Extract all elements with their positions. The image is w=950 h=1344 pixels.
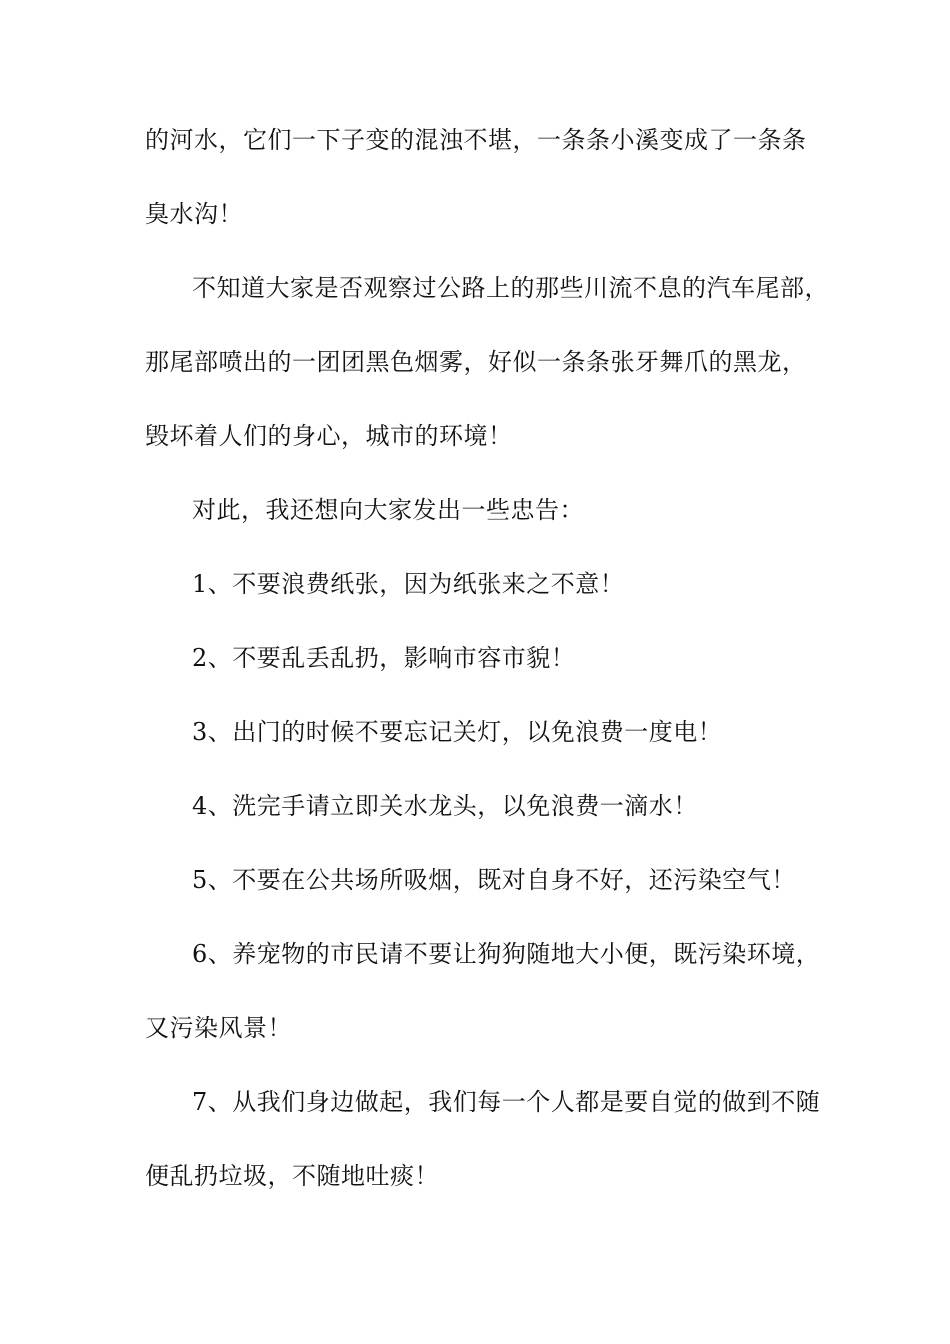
text-line: 那尾部喷出的一团团黑色烟雾，好似一条条张牙舞爪的黑龙， bbox=[145, 348, 807, 376]
text-line: 又污染风景！ bbox=[145, 1014, 292, 1042]
list-item: 3、出门的时候不要忘记关灯，以免浪费一度电！ bbox=[192, 718, 723, 746]
text-line: 臭水沟！ bbox=[145, 200, 243, 228]
paragraph-start: 对此，我还想向大家发出一些忠告： bbox=[192, 496, 584, 524]
list-item: 7、从我们身边做起，我们每一个人都是要自觉的做到不随 bbox=[192, 1088, 821, 1116]
list-item: 2、不要乱丢乱扔，影响市容市貌！ bbox=[192, 644, 576, 672]
document-body bbox=[145, 126, 829, 1238]
paragraph-start: 不知道大家是否观察过公路上的那些川流不息的汽车尾部， bbox=[192, 274, 829, 302]
list-item: 6、养宠物的市民请不要让狗狗随地大小便，既污染环境， bbox=[192, 940, 821, 968]
text-line: 毁坏着人们的身心，城市的环境！ bbox=[145, 422, 513, 450]
list-item: 4、洗完手请立即关水龙头，以免浪费一滴水！ bbox=[192, 792, 698, 820]
text-line: 的河水，它们一下子变的混浊不堪，一条条小溪变成了一条条 bbox=[145, 126, 807, 154]
list-item: 1、不要浪费纸张，因为纸张来之不意！ bbox=[192, 570, 625, 598]
list-item: 5、不要在公共场所吸烟，既对自身不好，还污染空气！ bbox=[192, 866, 796, 894]
text-line: 便乱扔垃圾，不随地吐痰！ bbox=[145, 1162, 439, 1190]
